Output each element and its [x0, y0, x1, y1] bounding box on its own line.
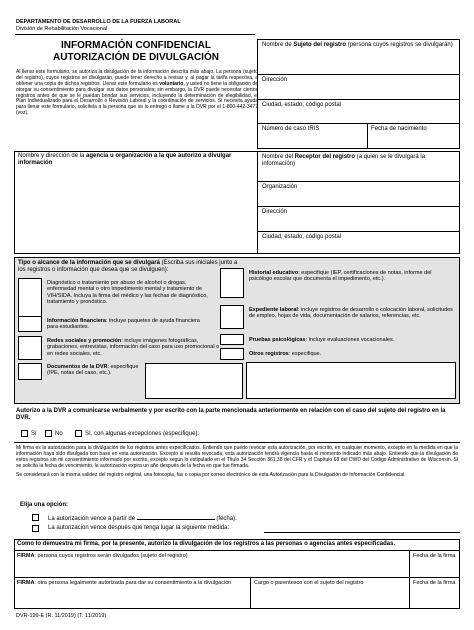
- division-name: División de Rehabilitación Vocacional: [16, 26, 108, 32]
- initials-field-education[interactable]: [220, 268, 244, 298]
- expiry-date-label: La autorización vence a partir de (fecha).: [48, 516, 237, 522]
- intro-text: Al llenar este formulario, se autoriza la divulgación de la información descrita más abajo. La persona (sujeto del registro), cuyos registros se divulgarán, puede tener derecho a revisar y, al pagar la tarifa respectiva, a obtener una copia de dichos registros. Llenar este formulario es voluntario, y usted no tiene la obligación de otorgar su consentimiento para divulgar sus datos personales; sin embargo, la DVR puede necesitar ciertos registros antes de que se le puedan brindar sus servicios, incluyendo la determinación de elegibilidad, el Plan Individualizado para el Desarrollo o Revisión Laboral y la coordinación de servicios. Si necesita ayuda para llenar este formulario, solicítela a la persona que se lo entregó o llame a la DVR por el 1-800-442-3477 (voz).: [16, 69, 258, 117]
- expiry-event-label: La autorización vence después que tenga lugar la siguiente medida:: [48, 525, 230, 531]
- verbal-exceptions-checkbox[interactable]: [75, 430, 82, 437]
- initials-field-other-records[interactable]: [220, 348, 244, 360]
- receptor-address-label: Dirección: [262, 209, 288, 215]
- info-item-dvr-documents: Documentos de la DVR: especifique (IPE, notas del caso, etc.).: [47, 364, 139, 377]
- info-item-financial: Información financiera: incluye paquetes de ayuda financiera para estudiantes.: [47, 318, 200, 331]
- agency-label: Nombre y dirección de la agencia u organización a la que autorizo a divulgar información: [18, 153, 232, 167]
- form-title: INFORMACIÓN CONFIDENCIAL AUTORIZACIÓN DE DIVULGACIÓN: [53, 40, 219, 63]
- form-identifier: DVR-199-E (R. 11/2019) (T. 11/2019): [16, 613, 107, 619]
- initials-field-employment[interactable]: [220, 305, 244, 329]
- info-type-heading: Tipo o alcance de la información que se divulgará (Escriba sus iniciales junto a los registros o información que desea que se divulguen):: [18, 260, 238, 274]
- initials-field-psych-tests[interactable]: [220, 334, 244, 345]
- info-item-diagnosis: Diagnóstico o tratamiento por abuso de alcohol o drogas, enfermedad mental o otro impedimento mental y tratamiento de VIH/SIDA. Incluya la firma del médico y las fechas de diagnóstico, tratamiento y pronóstico.: [47, 280, 208, 306]
- signature-consent-heading: Como lo demuestra mi firma, por la presente, autorizo la divulgación de los registros a las personas o agencias antes especificadas.: [17, 541, 396, 547]
- case-number-label: Número de caso IRIS: [262, 126, 320, 132]
- verbal-yes-label: Sí: [31, 431, 37, 437]
- receptor-name-label: Nombre del Receptor del registro (a quien se le divulgará la información): [262, 154, 426, 168]
- initials-field-dvr-documents[interactable]: [18, 363, 42, 380]
- department-name: DEPARTAMENTO DE DESARROLLO DE LA FUERZA LABORAL: [16, 19, 181, 25]
- signature2-relation-label: Cargo o parentesco con el sujeto del registro: [254, 580, 364, 586]
- info-item-psych-tests: Pruebas psicológicas: incluye evaluaciones vocacionales.: [249, 337, 395, 343]
- expiry-event-field[interactable]: [264, 532, 460, 533]
- expiry-event-checkbox[interactable]: [32, 525, 39, 532]
- verbal-no-checkbox[interactable]: [45, 430, 52, 437]
- dvr-documents-specify-field[interactable]: [145, 363, 243, 399]
- info-item-other-records: Otros registros: especifique.: [249, 351, 322, 357]
- info-item-social-media: Redes sociales y promoción: incluye imágenes fotográficas, grabaciones, entrevistas, información del caso para uso promocional o en redes sociales, etc.: [47, 338, 220, 357]
- birth-date-label: Fecha de nacimiento: [371, 126, 427, 132]
- info-item-education: Historial educativo: especifique (IEP, certificaciones de notas, informe del psicólogo escolar que documenta el impedimento, etc.).: [249, 270, 432, 283]
- info-item-employment: Expediente laboral: incluye registros de desarrollo o colocación laboral, solicitudes de empleo, hojas de vida, documentación de salarios, referencias, etc.: [249, 307, 453, 320]
- signature1-date-label: Fecha de la firma: [413, 553, 456, 559]
- subject-name-label: Nombre de Sujeto del registro (persona cuyos registros se divulgarán): [262, 42, 453, 48]
- signature2-label: FIRMA: otra persona legalmente autorizada para dar su consentimiento a la divulgación: [17, 580, 232, 586]
- verbal-no-label: No: [55, 431, 63, 437]
- expiry-heading: Elija una opción:: [20, 502, 69, 508]
- initials-field-social-media[interactable]: [18, 336, 42, 360]
- receptor-organization-label: Organización: [262, 184, 298, 190]
- expiry-date-field[interactable]: [137, 514, 215, 520]
- subject-city-label: Ciudad, estado, código postal: [262, 102, 342, 108]
- verbal-authorization-heading: Autorizo a la DVR a comunicarse verbalmente y por escrito con la parte mencionada anteriormente en relación con el caso del sujeto del registro en la DVR.: [16, 408, 446, 422]
- expiry-date-checkbox[interactable]: [32, 514, 39, 521]
- verbal-yes-checkbox[interactable]: [21, 430, 28, 437]
- receptor-city-label: Ciudad, estado, código postal: [262, 234, 342, 240]
- subject-address-label: Dirección: [262, 77, 288, 83]
- signature2-date-label: Fecha de la firma: [413, 580, 456, 586]
- signature1-label: FIRMA: persona cuyos registros serán divulgados (sujeto del registro): [17, 553, 188, 559]
- other-records-specify-field[interactable]: [246, 362, 456, 399]
- verbal-exceptions-label: Sí, con algunas excepciones (especifique):: [85, 431, 200, 437]
- legal-text: Mi firma es la autorización para la divulgación de los registros antes especificados. Entiendo que puedo revocar esta autorización, por escrito, en cualquier momento, excepto en la medida en que la información haya sido divulgada con base en esta autorización. Excepto si resulta revocada, esta autorización tendrá vigencia hasta el momento indicado más abajo. Entiendo que la divulgación de estos registros sin mi consentimiento informado por escrito, excepto según lo estipulado en el Título 34 Sección 361.38 del CFR y el Capítulo 68 del DWD del Código Administrativo de Wisconsin. Si se solicita la fecha de vencimiento, la autorización expira un año después de la fecha en que fue firmada. Se considerará con la misma validez del registro original, una fotocopia, fax o copia por correo electrónico de esta Autorización para la Divulgación de Información Confidencial.: [16, 445, 458, 478]
- initials-field-financial[interactable]: [18, 316, 42, 332]
